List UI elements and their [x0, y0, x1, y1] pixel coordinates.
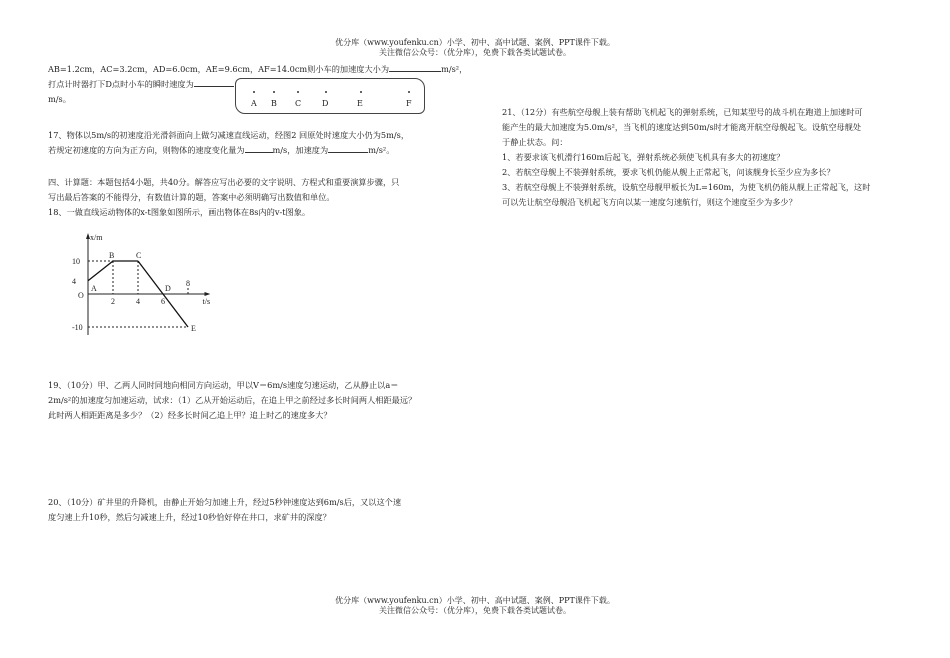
q17-text-2c: m/s²。: [368, 145, 395, 155]
tape-dot: [253, 91, 255, 93]
footer-line-1: 优分库（www.youfenku.cn）小学、初中、高中试题、案例、PPT课件下载。: [335, 596, 615, 605]
q16-line-1: [48, 62, 468, 77]
x-axis-arrow: [205, 292, 211, 296]
q17-text-2a: 若规定初速度的方向为正方向，则物体的速度变化量为: [48, 145, 245, 155]
q17-answer-blank-2[interactable]: [328, 143, 368, 153]
point-label-e: E: [191, 324, 196, 333]
page-footer: [0, 596, 950, 616]
point-label-b: B: [109, 251, 115, 260]
q20-line-2: 度匀速上升10秒，然后匀减速上升，经过10秒恰好停在井口，求矿井的深度？: [48, 512, 331, 522]
xt-graph: [60, 228, 210, 338]
y-tick-label: 4: [72, 276, 76, 286]
tape-label-a: A: [251, 99, 257, 108]
q21-line-1: 21、（12分）有些航空母舰上装有帮助飞机起飞的弹射系统，已知某型号的战斗机在跑道上加速时可: [502, 107, 863, 117]
q21-line-2: 能产生的最大加速度为5.0m/s²，当飞机的速度达到50m/s时才能离开航空母舰起飞。设航空母舰处: [502, 122, 862, 132]
tape-dot: [273, 91, 275, 93]
tape-label-b: B: [271, 99, 277, 108]
q17-answer-blank-1[interactable]: [245, 143, 273, 153]
x-tick-label: 8: [186, 279, 190, 288]
x-tick-label: 2: [111, 297, 115, 306]
q21-line-3: 于静止状态。问：: [502, 137, 568, 147]
q16-answer-blank-1[interactable]: [389, 62, 441, 72]
tape-label-d: D: [322, 99, 329, 108]
question-18-text: 18、一做直线运动物体的x-t图象如图所示，画出物体在8s内的v-t图象。: [48, 207, 311, 217]
section-4-line-1: 四、计算题：本题包括4小题，共40分。解答应写出必要的文字说明、方程式和重要演算步骤，只: [48, 177, 400, 187]
x-tick-label: 6: [161, 297, 165, 306]
tape-dot: [297, 91, 299, 93]
q16-text-1: AB=1.2cm，AC=3.2cm，AD=6.0cm，AE=9.6cm，AF=14.0cm则小车的加速度大小为: [48, 64, 390, 74]
q21-item-1: 1、若要求该飞机滑行160m后起飞，弹射系统必须使飞机具有多大的初速度？: [502, 152, 785, 162]
q17-line-1: 17、物体以5m/s的初速度沿光滑斜面向上做匀减速直线运动，经图2 回原处时速度大小仍为5m/s，: [48, 130, 410, 140]
y-axis-label: x/m: [90, 233, 103, 242]
question-21: [502, 105, 922, 210]
q21-item-3b: 可以先让航空母舰沿飞机起飞方向以某一速度匀速航行，则这个速度至少为多少？: [502, 197, 797, 207]
header-line-2: 关注微信公众号：（优分库），免费下载各类试题试卷。: [379, 48, 571, 57]
tape-dot: [408, 91, 410, 93]
header-line-1: 优分库（www.youfenku.cn）小学、初中、高中试题、案例、PPT课件下载。: [335, 38, 615, 47]
point-label-a: A: [91, 283, 97, 293]
q16-text-2: 打点计时器打下D点时小车的瞬时速度为: [48, 79, 194, 89]
series-segment: [138, 261, 163, 294]
section-4-instructions: [48, 175, 468, 220]
page-header: [0, 38, 950, 58]
question-20: [48, 495, 468, 525]
origin-label: O: [78, 291, 84, 300]
point-label-c: C: [136, 251, 142, 260]
x-tick-label: 4: [136, 297, 140, 306]
tape-dot: [360, 91, 362, 93]
series-segment: [163, 294, 188, 327]
question-17: [48, 128, 468, 158]
q16-unit-1: m/s²，: [441, 64, 468, 74]
tape-label-f: F: [406, 99, 412, 108]
tape-label-c: C: [295, 99, 302, 108]
tape-label-e: E: [357, 99, 363, 108]
q17-line-2: [48, 143, 468, 158]
y-tick-label: 10: [72, 257, 80, 266]
q19-line-1: 19、（10分）甲、乙两人同时同地向相同方向运动，甲以V＝6m/s速度匀速运动，乙从静止以a＝: [48, 380, 399, 390]
series-segment: [88, 261, 113, 281]
section-4-line-2: 写出最后答案的不能得分，有数值计算的题，答案中必须明确写出数值和单位。: [48, 192, 335, 202]
footer-line-2: 关注微信公众号：（优分库），免费下载各类试题试卷。: [379, 606, 571, 615]
point-label-d: D: [165, 284, 171, 293]
question-19: [48, 378, 468, 423]
q16-line-3: m/s。: [48, 94, 71, 104]
x-axis-label: t/s: [202, 297, 210, 306]
q20-line-1: 20、（10分）矿井里的升降机，由静止开始匀加速上升，经过5秒钟速度达到6m/s后，又以这个速: [48, 497, 402, 507]
q21-item-2: 2、若航空母舰上不装弹射系统，要求飞机仍能从舰上正常起飞，问该舰身长至少应为多长？: [502, 167, 835, 177]
q19-line-3: 此时两人相距距离是多少？（2）经多长时间乙追上甲？追上时乙的速度多大？: [48, 410, 332, 420]
paper-tape-diagram: [235, 78, 425, 114]
q19-line-2: 2m/s²的加速度匀加速运动，试求：（1）乙从开始运动后，在追上甲之前经过多长时间两人相距最远？: [48, 395, 417, 405]
q21-item-3: 3、若航空母舰上不装弹射系统，设航空母舰甲板长为L=160m，为使飞机仍能从舰上正常起飞，这时: [502, 182, 871, 192]
q17-text-2b: m/s，加速度为: [272, 145, 329, 155]
q16-answer-blank-2[interactable]: [194, 77, 234, 87]
y-tick-label: -10: [72, 323, 83, 332]
tape-dot: [325, 91, 327, 93]
